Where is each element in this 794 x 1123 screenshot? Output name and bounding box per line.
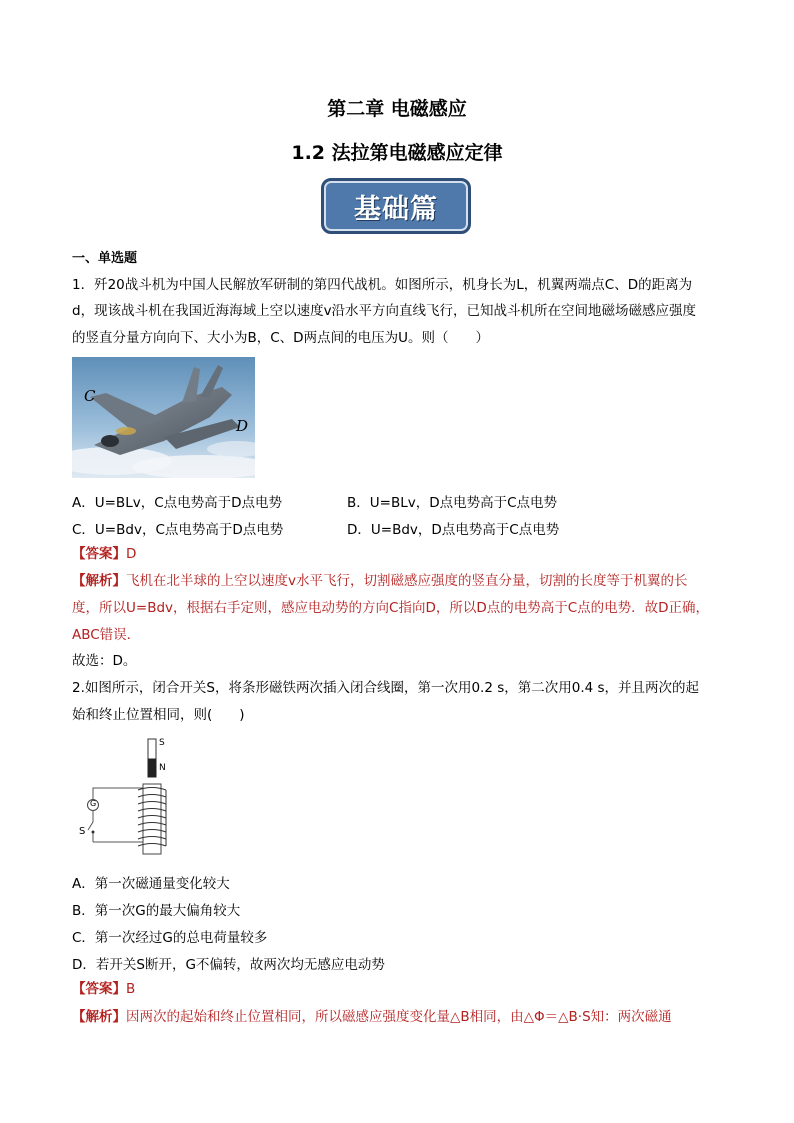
q2-option-c: C．第一次经过G的总电荷量较多 — [72, 930, 268, 946]
q1-answer-line — [72, 541, 136, 567]
q1-stem-line2: d，现该战斗机在我国近海海域上空以速度v沿水平方向直线飞行，已知战斗机所在空间地磁场磁感应强度 — [72, 303, 697, 319]
lesson-title: 1.2 法拉第电磁感应定律 — [291, 142, 503, 164]
q2-stem-line2: 始和终止位置相同，则( ) — [72, 707, 245, 723]
q1-conclusion: 故选：D。 — [72, 653, 137, 669]
q2-analysis-text1: 因两次的起始和终止位置相同，所以磁感应强度变化量△B相同，由△Φ＝△B·S知：两次磁通 — [126, 1009, 672, 1025]
galvanometer-g-label: G — [90, 799, 97, 808]
switch-s-label: S — [79, 826, 86, 837]
coil-circuit-diagram — [72, 735, 207, 860]
magnet-n-label: N — [159, 763, 166, 773]
q1-analysis-line2: 度，所以U=Bdv，根据右手定则，感应电动势的方向C指向D，所以D点的电势高于C点的电势．故D正确， — [72, 600, 710, 616]
q1-answer: D — [126, 546, 137, 562]
level-badge-label: 基础篇 — [354, 193, 438, 225]
q2-analysis-line1 — [72, 1004, 672, 1030]
q1-analysis-text1: 飞机在北半球的上空以速度v水平飞行，切割磁感应强度的竖直分量，切割的长度等于机翼的长 — [126, 573, 688, 589]
fighter-jet-figure — [72, 357, 255, 478]
q2-analysis-tag: 【解析】 — [72, 1009, 126, 1025]
q1-stem-line1: 1．歼20战斗机为中国人民解放军研制的第四代战机。如图所示，机身长为L，机翼两端点C、D的距离为 — [72, 277, 693, 293]
q2-stem-line1: 2.如图所示，闭合开关S，将条形磁铁两次插入闭合线圈，第一次用0.2 s，第二次用0.4 s，并且两次的起 — [72, 680, 700, 696]
q1-analysis-tag: 【解析】 — [72, 573, 126, 589]
coil-circuit-figure — [72, 735, 207, 860]
jet-label-d: D — [236, 417, 249, 435]
q1-stem-line3: 的竖直分量方向向下、大小为B，C、D两点间的电压为U。则（ ） — [72, 330, 489, 346]
fighter-jet-image — [72, 357, 255, 478]
q1-option-c: C．U=Bdv，C点电势高于D点电势 — [72, 522, 284, 538]
q1-option-d: D．U=Bdv，D点电势高于C点电势 — [347, 522, 560, 538]
q1-analysis-line1 — [72, 568, 688, 594]
level-badge — [321, 178, 471, 234]
section-title: 一、单选题 — [72, 251, 138, 266]
q1-answer-tag: 【答案】 — [72, 546, 126, 562]
q2-answer: B — [126, 981, 136, 997]
q1-option-b: B．U=BLv，D点电势高于C点电势 — [347, 495, 558, 511]
q2-answer-tag: 【答案】 — [72, 981, 126, 997]
magnet-s-label: S — [159, 738, 165, 748]
q2-answer-line — [72, 976, 135, 1002]
q2-option-a: A．第一次磁通量变化较大 — [72, 876, 230, 892]
chapter-title: 第二章 电磁感应 — [327, 98, 467, 120]
q1-analysis-line3: ABC错误． — [72, 627, 141, 643]
q1-option-a: A．U=BLv，C点电势高于D点电势 — [72, 495, 283, 511]
q2-option-b: B．第一次G的最大偏角较大 — [72, 903, 241, 919]
jet-label-c: C — [84, 387, 96, 405]
q2-option-d: D．若开关S断开，G不偏转，故两次均无感应电动势 — [72, 957, 385, 973]
